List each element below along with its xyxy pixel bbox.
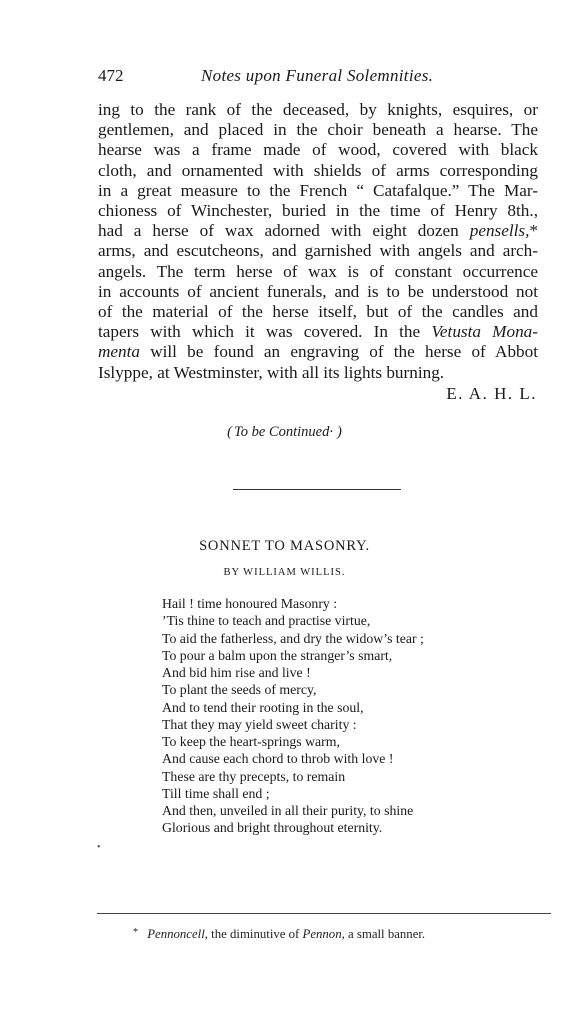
page-number: 472 bbox=[98, 66, 124, 85]
body-line bbox=[98, 140, 538, 160]
poem-line: That they may yield sweet charity : bbox=[162, 716, 357, 732]
running-title: Notes upon Funeral Solemnities. bbox=[201, 66, 434, 85]
body-text-segment: had a herse of wax adorned with eight dozen bbox=[98, 221, 470, 241]
body-line bbox=[98, 322, 538, 342]
sonnet-title: SONNET TO MASONRY. bbox=[199, 538, 370, 554]
body-italic-text: menta bbox=[98, 342, 141, 362]
body-text-segment: chioness of Winchester, buried in the time of Henry 8th., bbox=[98, 201, 538, 221]
body-text-segment: of the material of the herse itself, but of the candles and bbox=[98, 302, 538, 322]
poem-line: And cause each chord to throb with love ! bbox=[162, 751, 394, 767]
poem-line: And bid him rise and live ! bbox=[162, 665, 311, 680]
continued-open-paren: ( bbox=[227, 424, 233, 440]
sonnet-byline: BY WILLIAM WILLIS. bbox=[223, 567, 346, 578]
footnote bbox=[133, 927, 425, 942]
body-text-segment: cloth, and ornamented with shields of arms corresponding bbox=[98, 160, 538, 180]
body-line bbox=[98, 161, 538, 181]
poem-line: To pour a balm upon the stranger’s smart, bbox=[162, 647, 393, 663]
body-text-segment: in accounts of ancient funerals, and is to be understood not bbox=[98, 281, 538, 301]
author-signature: E. A. H. L. bbox=[446, 384, 537, 403]
body-line bbox=[98, 100, 538, 120]
poem-line: Glorious and bright throughout eternity. bbox=[162, 820, 383, 836]
poem-line: Till time shall end ; bbox=[162, 785, 270, 801]
body-text-segment: arms, and escutcheons, and garnished with angels and arch- bbox=[98, 241, 538, 261]
body-line bbox=[98, 262, 538, 282]
poem-line: Hail ! time honoured Masonry : bbox=[162, 596, 338, 611]
poem-line: To aid the fatherless, and dry the widow’s tear ; bbox=[162, 630, 424, 646]
footnote-italic-term: Pennoncell, bbox=[147, 927, 208, 941]
poem-line: These are thy precepts, to remain bbox=[162, 768, 346, 784]
poem-line: To plant the seeds of mercy, bbox=[162, 682, 317, 698]
poem-line: To keep the heart-springs warm, bbox=[162, 734, 340, 749]
footnote-marker: * bbox=[133, 927, 138, 938]
body-italic-text: Vetusta Mona- bbox=[431, 322, 538, 342]
body-text-segment: ing to the rank of the deceased, by knights, esquires, or bbox=[98, 100, 538, 119]
footnote-text: a small banner. bbox=[344, 927, 426, 941]
body-paragraph bbox=[98, 100, 538, 383]
body-line bbox=[98, 120, 538, 140]
body-line bbox=[98, 241, 538, 261]
footnote-text: the diminutive of bbox=[207, 927, 303, 941]
body-text-segment: hearse was a frame made of wood, covered with black bbox=[98, 140, 538, 160]
body-line bbox=[98, 302, 538, 322]
body-line bbox=[98, 282, 538, 302]
body-line bbox=[98, 221, 538, 241]
body-italic-text: pensells, bbox=[469, 221, 530, 241]
poem-line: And to tend their rooting in the soul, bbox=[162, 699, 364, 715]
continued-close-paren: ) bbox=[336, 424, 342, 440]
body-text-segment: * bbox=[529, 221, 538, 241]
body-text-segment: angels. The term herse of wax is of constant occurrence bbox=[98, 261, 538, 281]
body-line bbox=[98, 342, 538, 362]
sonnet-body bbox=[162, 595, 522, 837]
page-header bbox=[98, 66, 538, 92]
body-text-segment: tapers with which it was covered. In the bbox=[98, 322, 432, 342]
body-text-segment: gentlemen, and placed in the choir beneath a hearse. The bbox=[98, 120, 538, 140]
body-text-segment: in a great measure to the French “ Catafalque.” The Mar- bbox=[98, 180, 538, 200]
body-line bbox=[98, 201, 538, 221]
body-line bbox=[98, 181, 538, 201]
body-line bbox=[98, 363, 538, 383]
body-text-segment: Islyppe, at Westminster, with all its lights burning. bbox=[98, 362, 445, 382]
stray-print-mark: • bbox=[97, 842, 101, 853]
poem-line: ’Tis thine to teach and practise virtue, bbox=[162, 613, 371, 629]
to-be-continued-note bbox=[0, 424, 569, 441]
footnote-italic-term: Pennon, bbox=[302, 927, 345, 941]
footnote-divider bbox=[97, 913, 551, 914]
continued-text: To be Continued· bbox=[234, 424, 333, 440]
poem-line: And then, unveiled in all their purity, to shine bbox=[162, 803, 414, 818]
section-divider bbox=[233, 489, 401, 490]
body-text-segment: will be found an engraving of the herse of Abbot bbox=[140, 342, 538, 362]
